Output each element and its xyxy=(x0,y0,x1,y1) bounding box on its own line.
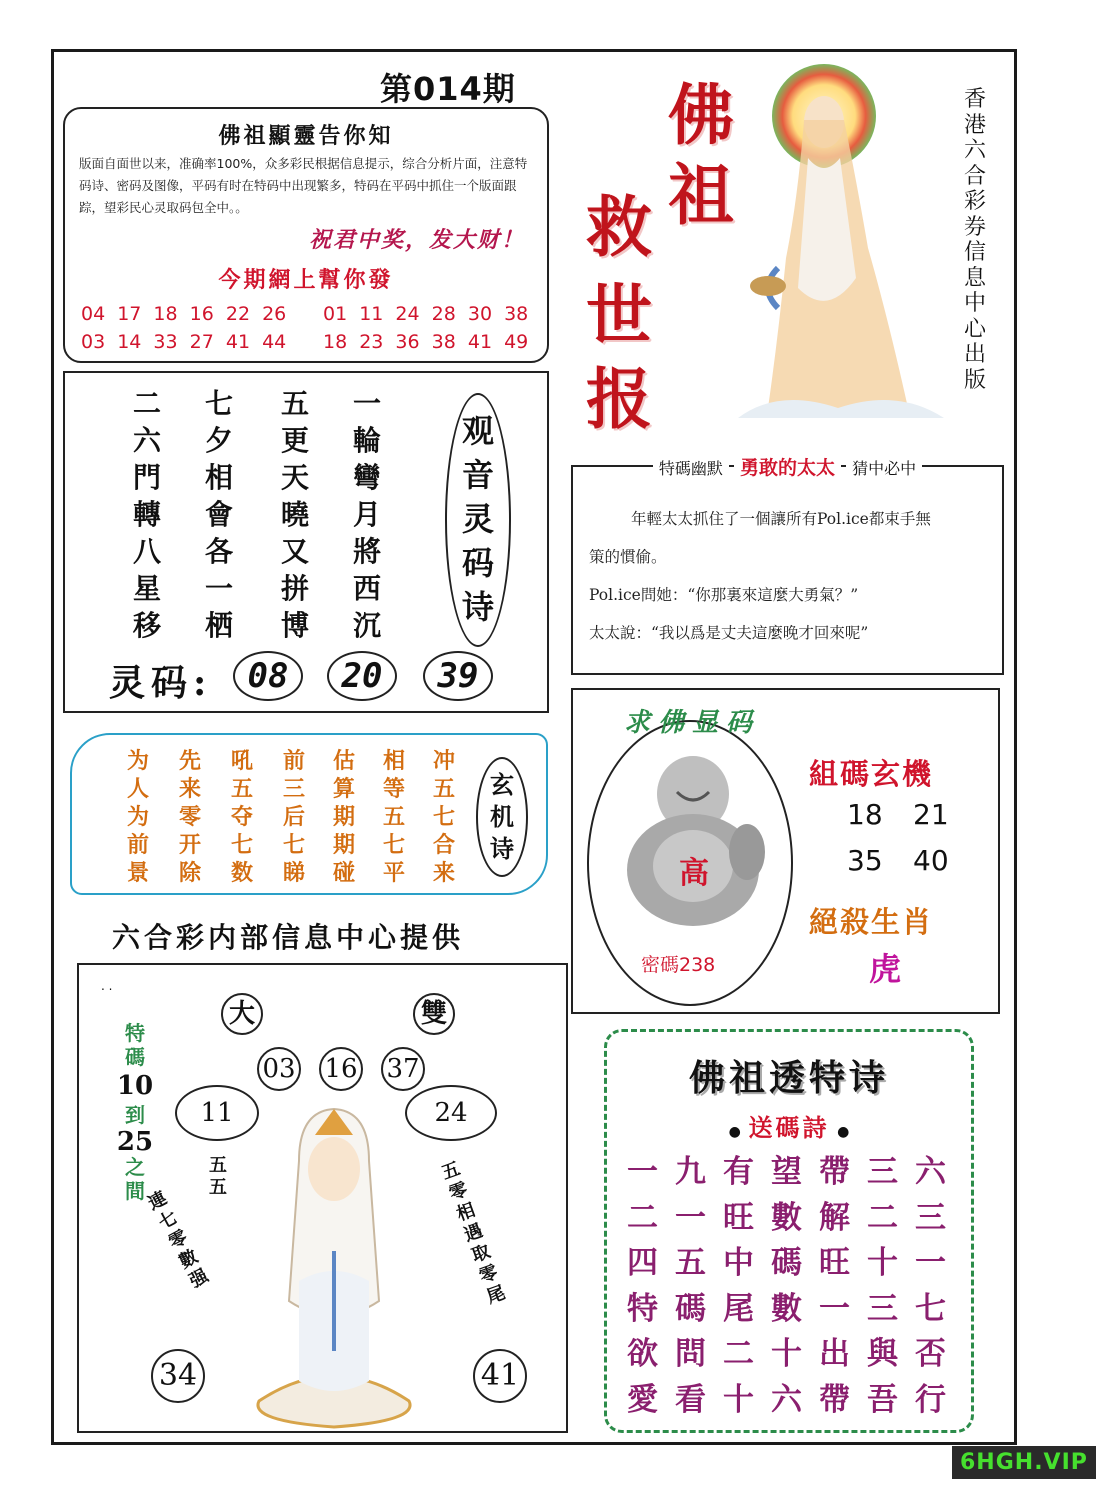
scroll-poem-box xyxy=(70,733,548,895)
number-circle: 37 xyxy=(381,1047,425,1091)
special-label-bottom: 之間 xyxy=(125,1155,145,1203)
right-verse: 五零相遇取零尾 xyxy=(438,1158,509,1309)
secret-code: 密碼238 xyxy=(641,954,716,976)
poem-label: 观音灵码诗 xyxy=(461,412,494,626)
scroll-poem-column: 相等五七平 xyxy=(382,748,405,886)
special-range-to-char: 到 xyxy=(125,1103,145,1127)
issue-number: 第014期 xyxy=(380,70,516,108)
poem-column: 二六門轉八星移 xyxy=(132,387,161,642)
scroll-poem-column: 前三后七睇 xyxy=(282,748,305,886)
special-range-to: 25 xyxy=(116,1127,154,1157)
joke-header-left: 特碼幽默 xyxy=(653,459,729,478)
buddha-image xyxy=(607,752,777,928)
lingma-number: 20 xyxy=(327,651,397,701)
number-oval: 24 xyxy=(405,1085,497,1141)
guanyin-poem-box xyxy=(63,371,549,713)
kill-zodiac-title: 絕殺生肖 xyxy=(809,905,934,939)
number-row-right: 01 11 24 28 30 38 xyxy=(323,303,529,325)
bottom-number-circle: 34 xyxy=(151,1349,205,1403)
bullet-icon: ● xyxy=(728,1124,741,1140)
notice-wish: 祝君中奖，发大财！ xyxy=(308,227,525,253)
poem-column: 五更天曉又拼博 xyxy=(280,387,309,642)
special-poem-row: 一九有望帶三六 xyxy=(627,1154,963,1190)
special-number-box xyxy=(77,963,568,1433)
lingma-number: 39 xyxy=(423,651,493,701)
masthead-char: 佛 xyxy=(668,76,734,154)
group-number: 35 xyxy=(847,844,883,877)
group-number: 40 xyxy=(913,844,949,877)
left-verse-b: 連七零數强 xyxy=(144,1187,212,1293)
special-poem-row: 欲問二十出與否 xyxy=(627,1336,963,1372)
scroll-label: 玄机诗 xyxy=(490,770,514,863)
number-circle: 03 xyxy=(257,1047,301,1091)
joke-line: Pol.ice問她：“你那裏來這麼大勇氣？” xyxy=(589,586,859,604)
kill-zodiac: 虎 xyxy=(869,950,902,988)
group-number: 18 xyxy=(847,798,883,831)
guanyin-standing-image xyxy=(738,58,944,426)
publisher-vertical: 香港六合彩券信息中心出版 xyxy=(963,87,986,393)
buddha-box xyxy=(571,688,1000,1014)
notice-box xyxy=(63,107,549,363)
special-poem-row: 愛看十六帶吾行 xyxy=(627,1381,963,1418)
scroll-poem-column: 先来零开除 xyxy=(178,748,201,886)
number-row-left: 04 17 18 16 22 26 xyxy=(81,303,287,325)
group-title: 組碼玄機 xyxy=(809,757,934,791)
lingma-label: 灵码: xyxy=(109,662,213,704)
masthead-char: 祖 xyxy=(668,156,734,234)
joke-header xyxy=(573,453,1002,480)
notice-title: 佛祖顯靈告你知 xyxy=(218,123,394,149)
joke-header-right: 猜中必中 xyxy=(846,459,922,478)
masthead-char: 救 xyxy=(586,188,652,266)
number-oval: 11 xyxy=(175,1085,259,1141)
special-poem-row: 二一旺數解二三 xyxy=(627,1199,963,1236)
poem-column: 七夕相會各一栖 xyxy=(204,387,233,642)
number-row-left: 03 14 33 27 41 44 xyxy=(81,331,287,353)
special-range-from: 10 xyxy=(116,1071,154,1101)
masthead-char: 世 xyxy=(586,276,652,354)
scroll-poem-column: 吼五夺七数 xyxy=(230,748,253,886)
guanyin-seated-image xyxy=(229,1101,439,1431)
number-circle: 16 xyxy=(319,1047,363,1091)
special-poem-box xyxy=(604,1029,974,1433)
poem-column: 一輪彎月將西沉 xyxy=(352,387,381,642)
joke-line: 策的慣偷。 xyxy=(589,548,667,566)
lingma-number: 08 xyxy=(233,651,303,701)
special-poem-title: 佛祖透特诗 xyxy=(688,1057,889,1099)
site-watermark: 6HGH.VIP xyxy=(952,1446,1096,1479)
buddha-arc-title: 求佛显码 xyxy=(623,708,760,738)
corner-mark: . . xyxy=(101,979,113,993)
bullet-icon: ● xyxy=(837,1124,850,1140)
special-poem-subtitle-row xyxy=(607,1108,971,1143)
special-poem-rows xyxy=(627,1150,967,1423)
joke-title: 勇敢的太太 xyxy=(734,457,841,479)
tag-even: 雙 xyxy=(413,993,455,1035)
notice-intro: 版面自面世以来，准确率100%，众多彩民根据信息提示，综合分析片面，注意特码诗、密码及图像，平码有时在特码中出现繁多，特码在平码中抓住一个版面跟踪，望彩民心灵取码包全中。。 xyxy=(79,156,528,215)
joke-line: 太太說：“我以爲是丈夫這麼晚才回來呢” xyxy=(589,624,869,642)
special-label-top: 特碼 xyxy=(125,1021,145,1069)
credit-line: 六合彩内部信息中心提供 xyxy=(112,921,465,954)
number-row-right: 18 23 36 38 41 49 xyxy=(323,331,529,353)
masthead-char: 报 xyxy=(586,360,652,438)
tag-big: 大 xyxy=(221,993,263,1035)
special-poem-row: 四五中碼旺十一 xyxy=(627,1245,963,1281)
special-poem-row: 特碼尾數一三七 xyxy=(627,1290,963,1327)
group-number: 21 xyxy=(913,798,949,831)
bottom-number-circle: 41 xyxy=(473,1349,527,1403)
notice-subtitle: 今期網上幫你發 xyxy=(218,267,394,293)
buddha-center-char: 高 xyxy=(679,856,709,891)
joke-line: 年輕太太抓住了一個讓所有Pol.ice都束手無 xyxy=(631,510,931,528)
scroll-poem-column: 冲五七合来 xyxy=(432,748,455,886)
left-verse-a: 五五 xyxy=(209,1155,227,1198)
special-poem-subtitle: 送碼詩 xyxy=(748,1113,830,1142)
scroll-poem-column: 估算期期碰 xyxy=(332,748,355,886)
joke-box xyxy=(571,457,1004,675)
scroll-poem-column: 为人为前景 xyxy=(126,748,149,886)
